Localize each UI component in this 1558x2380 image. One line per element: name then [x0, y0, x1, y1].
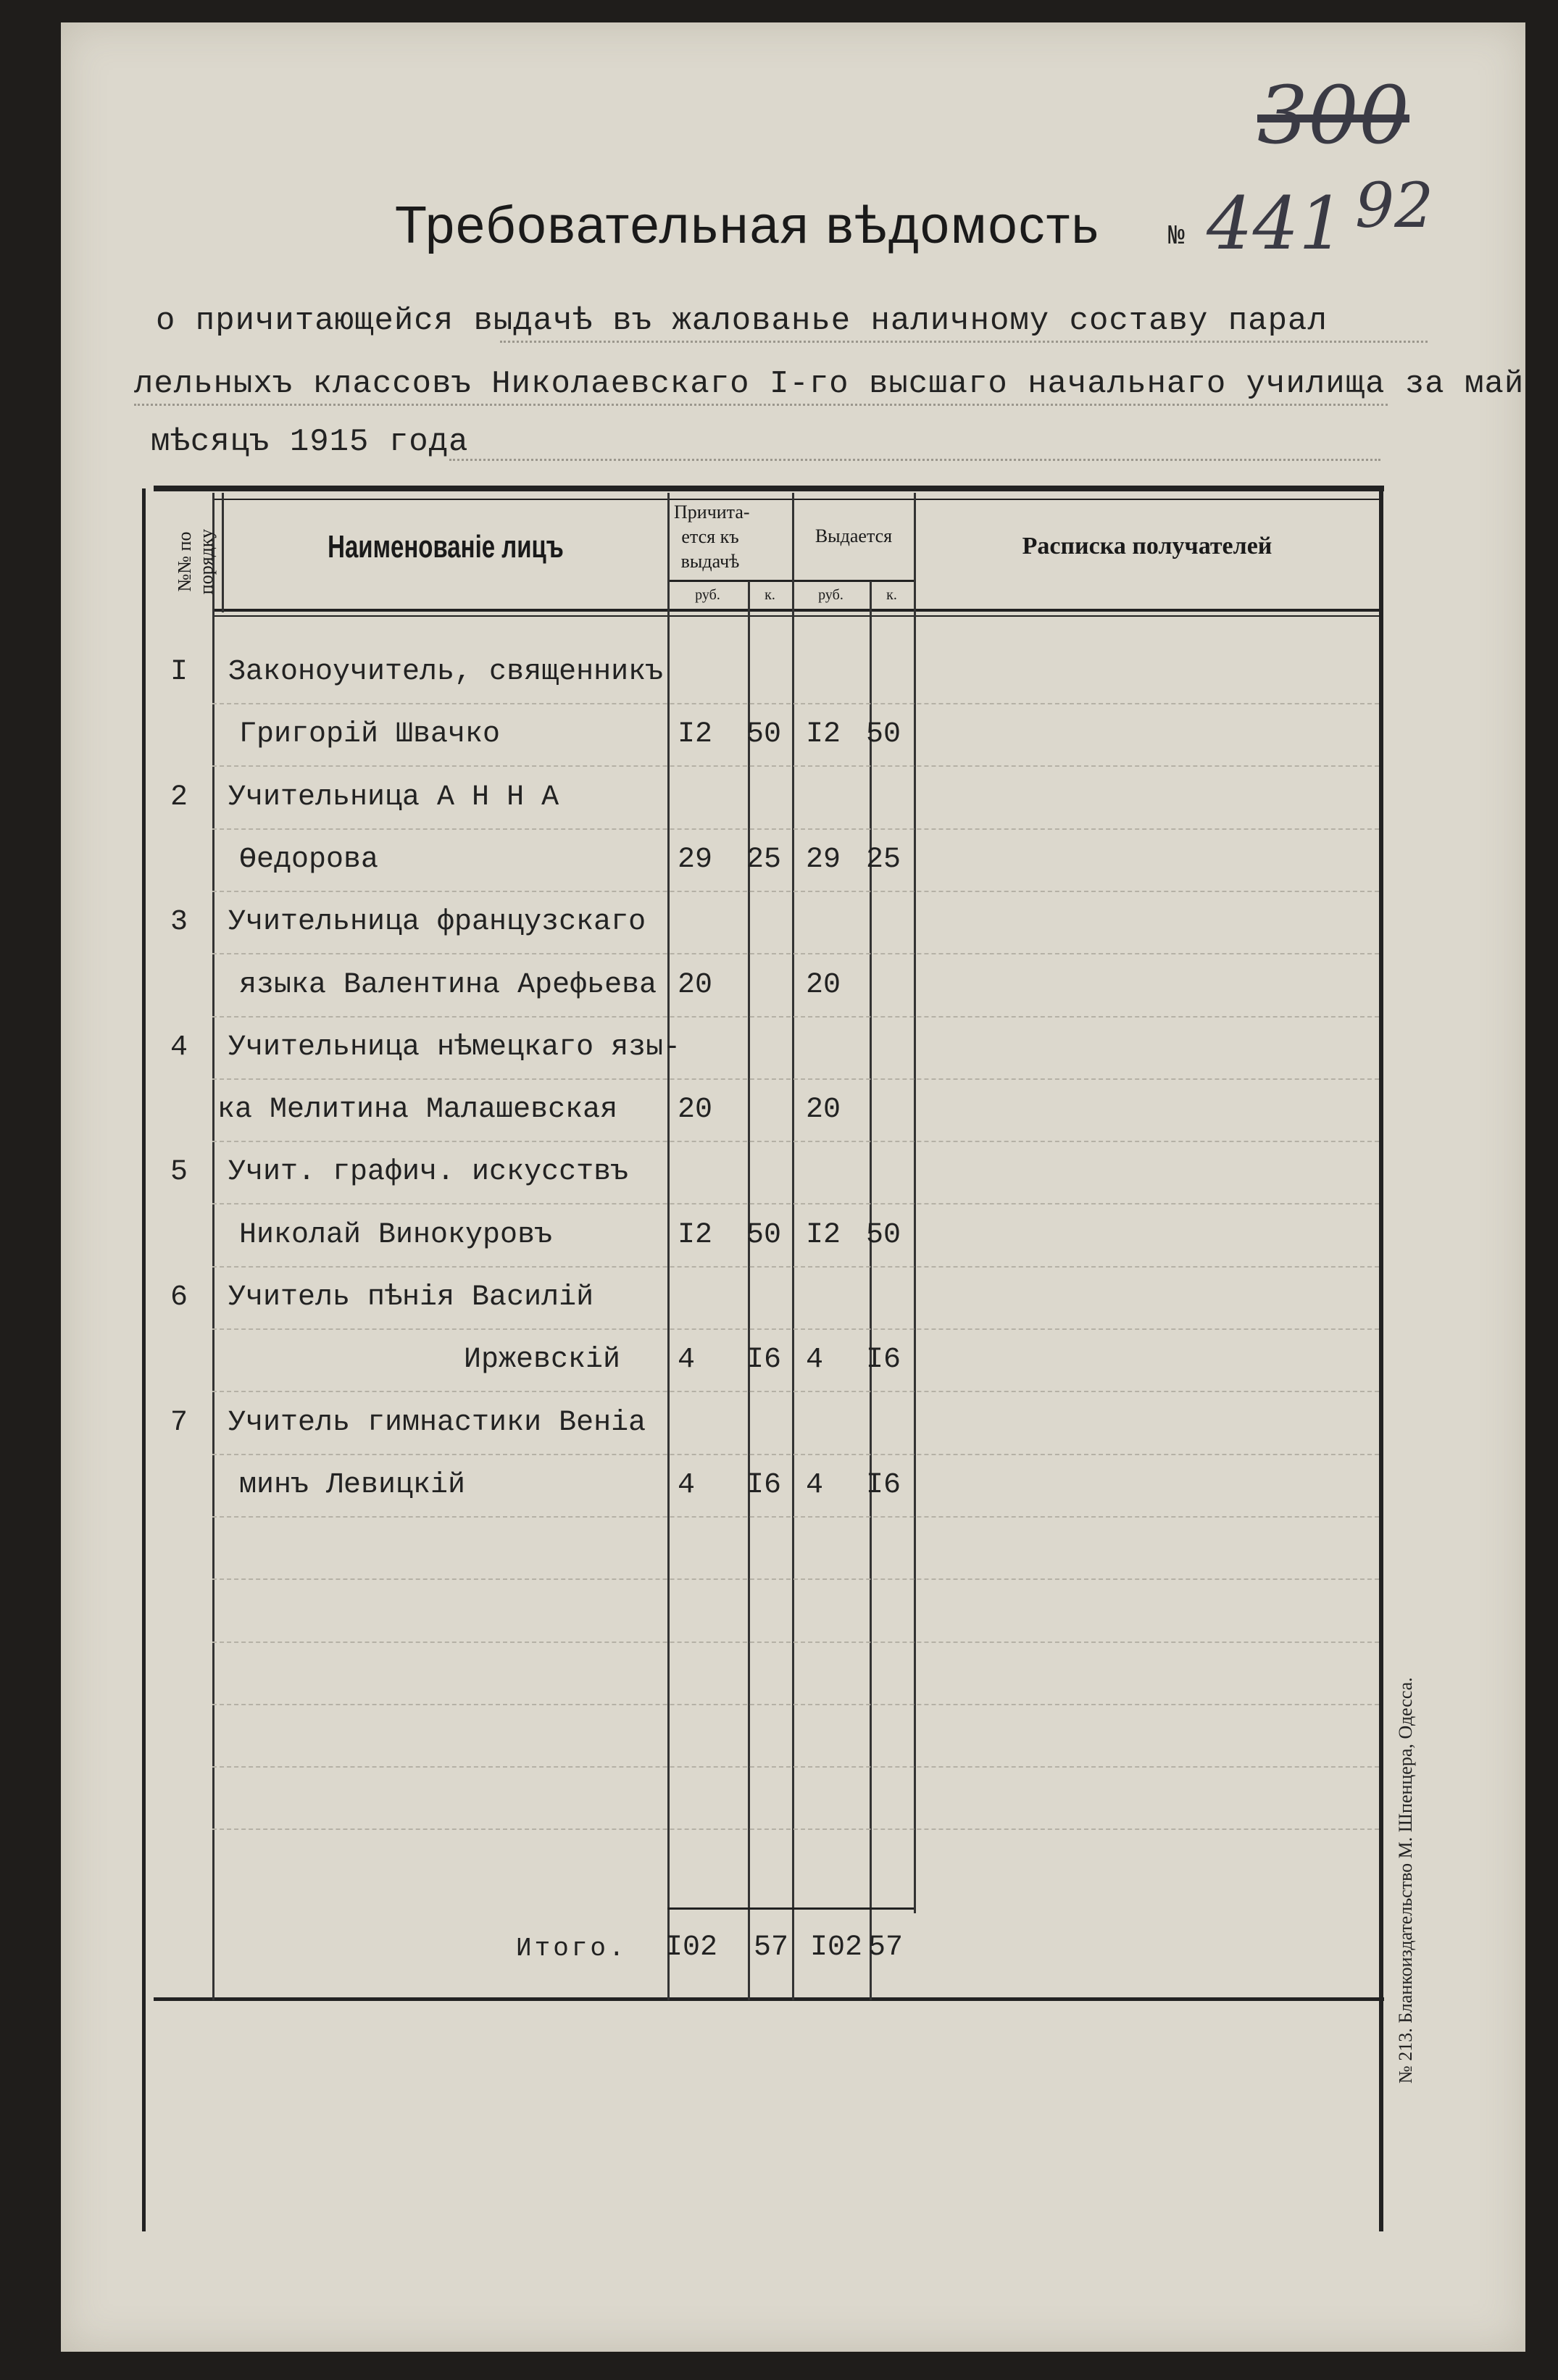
- number-sign: №: [1168, 221, 1186, 252]
- row-number: 5: [170, 1156, 188, 1189]
- row-due-kop: 50: [746, 718, 782, 752]
- row-rule: [212, 1828, 1379, 1830]
- row-rule: [212, 765, 1379, 767]
- row-rule: [212, 1642, 1379, 1643]
- handwritten-top-number: 300: [1257, 69, 1409, 162]
- row-due-rub: 20: [678, 968, 713, 1002]
- row-rule: [212, 828, 1379, 830]
- row-issued-rub: 4: [806, 1344, 824, 1377]
- row-due-rub: I2: [678, 1218, 713, 1252]
- row-name-line-2: Иржевскій: [464, 1344, 621, 1377]
- header-issued-kop: к.: [886, 587, 897, 603]
- row-due-kop: I6: [746, 1468, 782, 1502]
- header-issued-rub: руб.: [818, 587, 843, 603]
- row-issued-kop: 50: [866, 1218, 901, 1252]
- row-rule: [212, 1578, 1379, 1580]
- row-number: 6: [170, 1281, 188, 1314]
- row-issued-kop: I6: [866, 1344, 901, 1377]
- row-issued-rub: 20: [806, 968, 841, 1002]
- row-number: 4: [170, 1031, 188, 1064]
- row-issued-rub: I2: [806, 1218, 841, 1252]
- row-name-line-1: Учительница А Н Н А: [228, 781, 559, 814]
- total-issued-rub: I02: [810, 1931, 863, 1964]
- row-rule: [212, 1704, 1379, 1705]
- row-rule: [212, 1454, 1379, 1455]
- row-name-line-2: Григорій Швачко: [239, 718, 501, 752]
- row-name-line-2: минъ Левицкій: [239, 1468, 466, 1502]
- row-due-rub: I2: [678, 718, 713, 752]
- header-due: Причита-ется къ выдачѣ: [674, 502, 750, 572]
- row-rule: [212, 891, 1379, 892]
- row-due-rub: 4: [678, 1468, 696, 1502]
- row-name-line-1: Учит. графич. искусствъ: [228, 1156, 629, 1189]
- row-issued-kop: I6: [866, 1468, 901, 1502]
- header-name: Наименованіе лицъ: [328, 529, 564, 565]
- total-label: Итого.: [516, 1934, 628, 1963]
- subtitle-line-2: лельныхъ классовъ Николаевскаго I-го высшаго начальнаго училища за май: [134, 366, 1525, 402]
- row-rule: [212, 1141, 1379, 1142]
- header-issued: Выдается: [815, 525, 893, 546]
- row-name-line-2: ка Мелитина Малашевская: [217, 1094, 618, 1127]
- row-name-line-1: Учительница французскаго: [228, 906, 646, 939]
- row-due-kop: 50: [746, 1218, 782, 1252]
- row-due-rub: 29: [678, 843, 713, 876]
- subtitle-line-1: о причитающейся выдачѣ въ жалованье наличному составу парал: [156, 303, 1328, 339]
- row-rule: [212, 1766, 1379, 1768]
- row-due-kop: 25: [746, 843, 782, 876]
- handwritten-side-number: 92: [1355, 170, 1434, 242]
- row-rule: [212, 1391, 1379, 1392]
- row-rule: [212, 1203, 1379, 1204]
- header-due-rub: руб.: [695, 587, 720, 603]
- total-due-kop: 57: [754, 1931, 789, 1964]
- row-number: 7: [170, 1406, 188, 1439]
- row-issued-kop: 25: [866, 843, 901, 876]
- row-issued-rub: 29: [806, 843, 841, 876]
- total-due-rub: I02: [665, 1931, 718, 1964]
- row-due-kop: I6: [746, 1344, 782, 1377]
- row-name-line-1: Законоучитель, священникъ: [228, 656, 664, 688]
- row-issued-kop: 50: [866, 718, 901, 752]
- total-issued-kop: 57: [868, 1931, 904, 1964]
- row-due-rub: 20: [678, 1094, 713, 1127]
- row-name-line-1: Учитель пѣнія Василій: [228, 1281, 594, 1314]
- row-name-line-1: Учитель гимнастики Веніа: [228, 1406, 646, 1439]
- row-number: 3: [170, 906, 188, 939]
- row-name-line-2: Николай Винокуровъ: [239, 1218, 553, 1252]
- row-issued-rub: I2: [806, 718, 841, 752]
- row-rule: [212, 703, 1379, 704]
- handwritten-doc-number: 441: [1207, 181, 1345, 266]
- row-rule: [212, 1078, 1379, 1080]
- row-number: I: [170, 656, 188, 688]
- document-title: Требовательная вѣдомость: [395, 196, 1100, 254]
- row-rule: [212, 953, 1379, 954]
- row-name-line-2: языка Валентина Арефьева: [239, 968, 657, 1002]
- row-name-line-1: Учительница нѣмецкаго язы-: [228, 1031, 681, 1064]
- row-issued-rub: 4: [806, 1468, 824, 1502]
- row-rule: [212, 1016, 1379, 1018]
- row-number: 2: [170, 781, 188, 814]
- row-issued-rub: 20: [806, 1094, 841, 1127]
- header-number: №№ по порядку: [174, 528, 217, 595]
- row-rule: [212, 1516, 1379, 1518]
- row-due-rub: 4: [678, 1344, 696, 1377]
- header-due-kop: к.: [765, 587, 775, 603]
- row-name-line-2: Өедорова: [239, 843, 379, 876]
- row-rule: [212, 1266, 1379, 1268]
- header-receipt: Расписка получателей: [1022, 533, 1272, 559]
- printer-imprint: № 213. Бланкоиздательство М. Шпенцера, Одесса.: [1395, 1677, 1416, 2084]
- row-rule: [212, 1328, 1379, 1330]
- subtitle-line-3: мѣсяцъ 1915 года: [151, 424, 469, 460]
